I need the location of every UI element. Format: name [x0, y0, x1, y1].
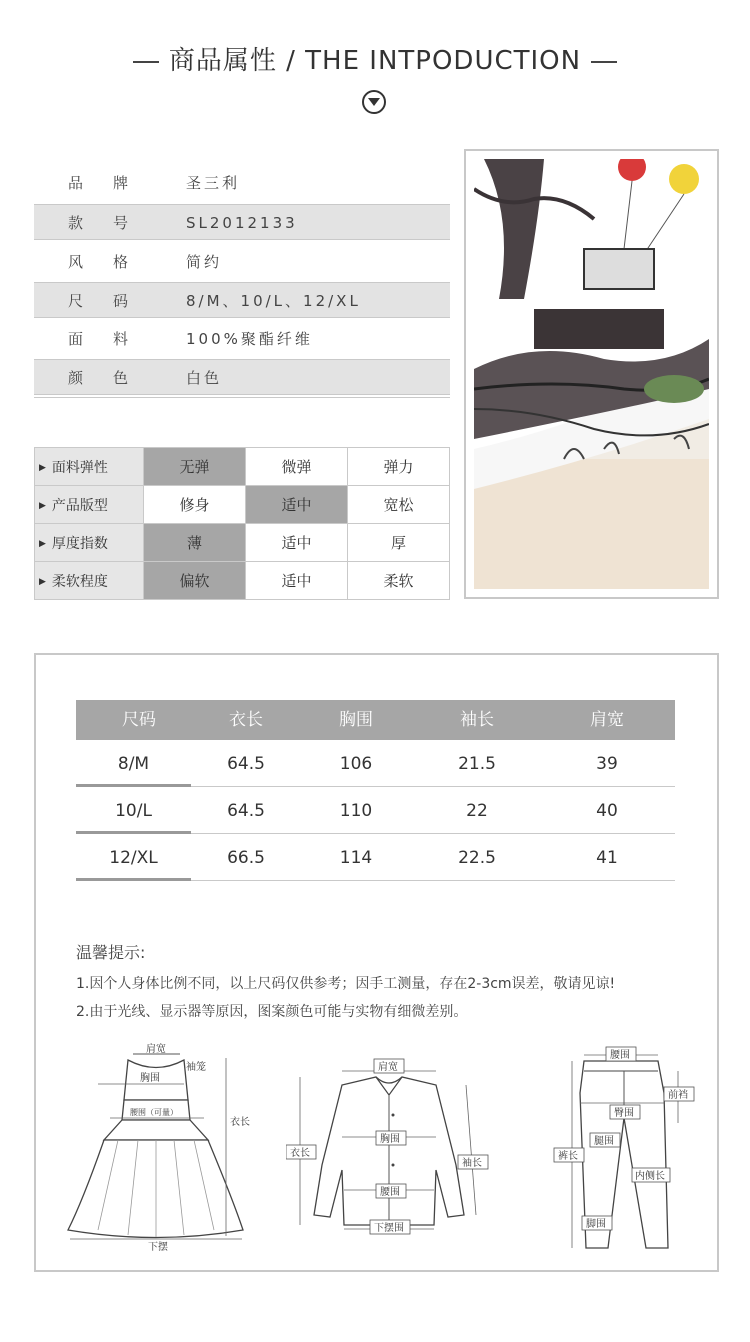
shirt-label: 胸围 [380, 1134, 400, 1145]
triangle-right-icon: ▶ [39, 462, 46, 473]
attr-label: 尺码 [68, 292, 159, 310]
dress-label: 胸围 [140, 1073, 160, 1084]
tip-line: 1.因个人身体比例不同，以上尺码仅供参考；因手工测量，存在2-3cm误差，敬请见谅! [76, 976, 616, 992]
prop-option-selected: 适中 [246, 486, 348, 524]
size-header-cell: 胸围 [339, 710, 373, 730]
shirt-label: 袖长 [462, 1158, 482, 1169]
prop-option-selected: 薄 [144, 524, 246, 562]
attr-label: 款号 [68, 214, 159, 232]
attr-row-size [34, 282, 450, 318]
size-cell: 64.5 [227, 801, 265, 821]
size-cell: 40 [596, 801, 618, 821]
prop-option: 厚 [348, 524, 450, 562]
size-cell: 110 [339, 801, 373, 821]
pants-measure-diagram [548, 1043, 698, 1253]
dress-label: 袖笼 [186, 1062, 206, 1073]
size-row [76, 787, 675, 834]
attr-row-brand [34, 165, 450, 201]
title-dash-left [133, 61, 159, 63]
size-header-cell: 肩宽 [590, 710, 624, 730]
fabric-photo [464, 149, 719, 599]
prop-name-cell [35, 448, 144, 486]
shirt-label: 肩宽 [378, 1062, 398, 1073]
attr-value: 100%聚酯纤维 [186, 330, 313, 348]
size-cell: 12/XL [109, 848, 158, 868]
prop-name: 厚度指数 [51, 535, 108, 552]
pants-label: 前裆 [668, 1090, 688, 1101]
attr-row-style [34, 244, 450, 280]
dress-label: 肩宽 [146, 1044, 166, 1055]
dress-measure-diagram [58, 1040, 258, 1252]
attr-value: 8/M、10/L、12/XL [186, 292, 361, 310]
attr-value: 简约 [186, 253, 223, 271]
prop-option: 适中 [246, 562, 348, 600]
shirt-measure-diagram [286, 1055, 496, 1235]
size-cell: 114 [339, 848, 373, 868]
size-cell: 10/L [115, 801, 152, 821]
row-accent [76, 878, 191, 881]
size-header-cell: 衣长 [229, 710, 263, 730]
size-cell: 8/M [117, 754, 150, 774]
dress-label: 腰围（可量） [130, 1108, 178, 1117]
shirt-label: 下摆围 [374, 1223, 404, 1234]
size-cell: 39 [596, 754, 618, 774]
prop-option: 微弹 [246, 448, 348, 486]
properties-table [34, 447, 450, 600]
pants-label: 脚围 [586, 1219, 606, 1230]
prop-name: 柔软程度 [51, 573, 108, 590]
attr-row-fabric [34, 321, 450, 357]
pants-label: 腿围 [594, 1136, 614, 1147]
prop-option: 弹力 [348, 448, 450, 486]
prop-option: 适中 [246, 524, 348, 562]
size-header-cell: 尺码 [122, 710, 156, 730]
size-table-header [76, 700, 675, 740]
attr-label: 颜色 [68, 369, 159, 387]
prop-option-selected: 偏软 [144, 562, 246, 600]
attr-row-style-no [34, 204, 450, 240]
title-text: 商品属性 / THE INTPODUCTION [168, 46, 582, 76]
prop-name-cell [35, 486, 144, 524]
pants-label: 臀围 [614, 1108, 634, 1119]
shirt-label: 腰围 [380, 1187, 400, 1198]
size-cell: 22 [466, 801, 488, 821]
prop-name: 产品版型 [51, 497, 108, 514]
attr-value: SL2012133 [186, 214, 298, 232]
prop-name: 面料弹性 [51, 459, 108, 476]
tip-line: 2.由于光线、显示器等原因，图案颜色可能与实物有细微差别。 [76, 1004, 468, 1020]
triangle-right-icon: ▶ [39, 538, 46, 549]
attr-label: 面料 [68, 330, 159, 348]
triangle-right-icon: ▶ [39, 500, 46, 511]
pants-label: 腰围 [610, 1050, 630, 1061]
attr-label: 品牌 [68, 174, 159, 192]
page-title [0, 40, 750, 77]
size-cell: 106 [339, 754, 373, 774]
size-cell: 41 [596, 848, 618, 868]
attr-row-color [34, 359, 450, 395]
size-header-cell: 袖长 [460, 710, 494, 730]
prop-row [35, 524, 450, 562]
prop-option: 柔软 [348, 562, 450, 600]
prop-name-cell [35, 562, 144, 600]
attr-bottom-divider [34, 397, 450, 398]
title-dash-right [591, 61, 617, 63]
triangle-right-icon: ▶ [39, 576, 46, 587]
dress-label: 下摆 [148, 1242, 168, 1252]
pants-label: 内侧长 [635, 1171, 665, 1182]
size-chart-panel [34, 653, 719, 1272]
prop-option: 宽松 [348, 486, 450, 524]
size-row [76, 834, 675, 881]
chevron-down-icon [362, 90, 386, 114]
dress-label: 衣长 [230, 1117, 250, 1128]
prop-name-cell [35, 524, 144, 562]
tips-title: 温馨提示: [76, 943, 146, 962]
prop-row [35, 486, 450, 524]
prop-row [35, 448, 450, 486]
size-cell: 21.5 [458, 754, 496, 774]
shirt-label: 衣长 [290, 1148, 310, 1159]
attr-value: 白色 [186, 369, 223, 387]
pants-label: 裤长 [558, 1151, 578, 1162]
size-cell: 64.5 [227, 754, 265, 774]
prop-row [35, 562, 450, 600]
size-cell: 22.5 [458, 848, 496, 868]
attr-value: 圣三利 [186, 174, 241, 192]
prop-option-selected: 无弹 [144, 448, 246, 486]
attr-label: 风格 [68, 253, 159, 271]
size-cell: 66.5 [227, 848, 265, 868]
size-row [76, 740, 675, 787]
prop-option: 修身 [144, 486, 246, 524]
